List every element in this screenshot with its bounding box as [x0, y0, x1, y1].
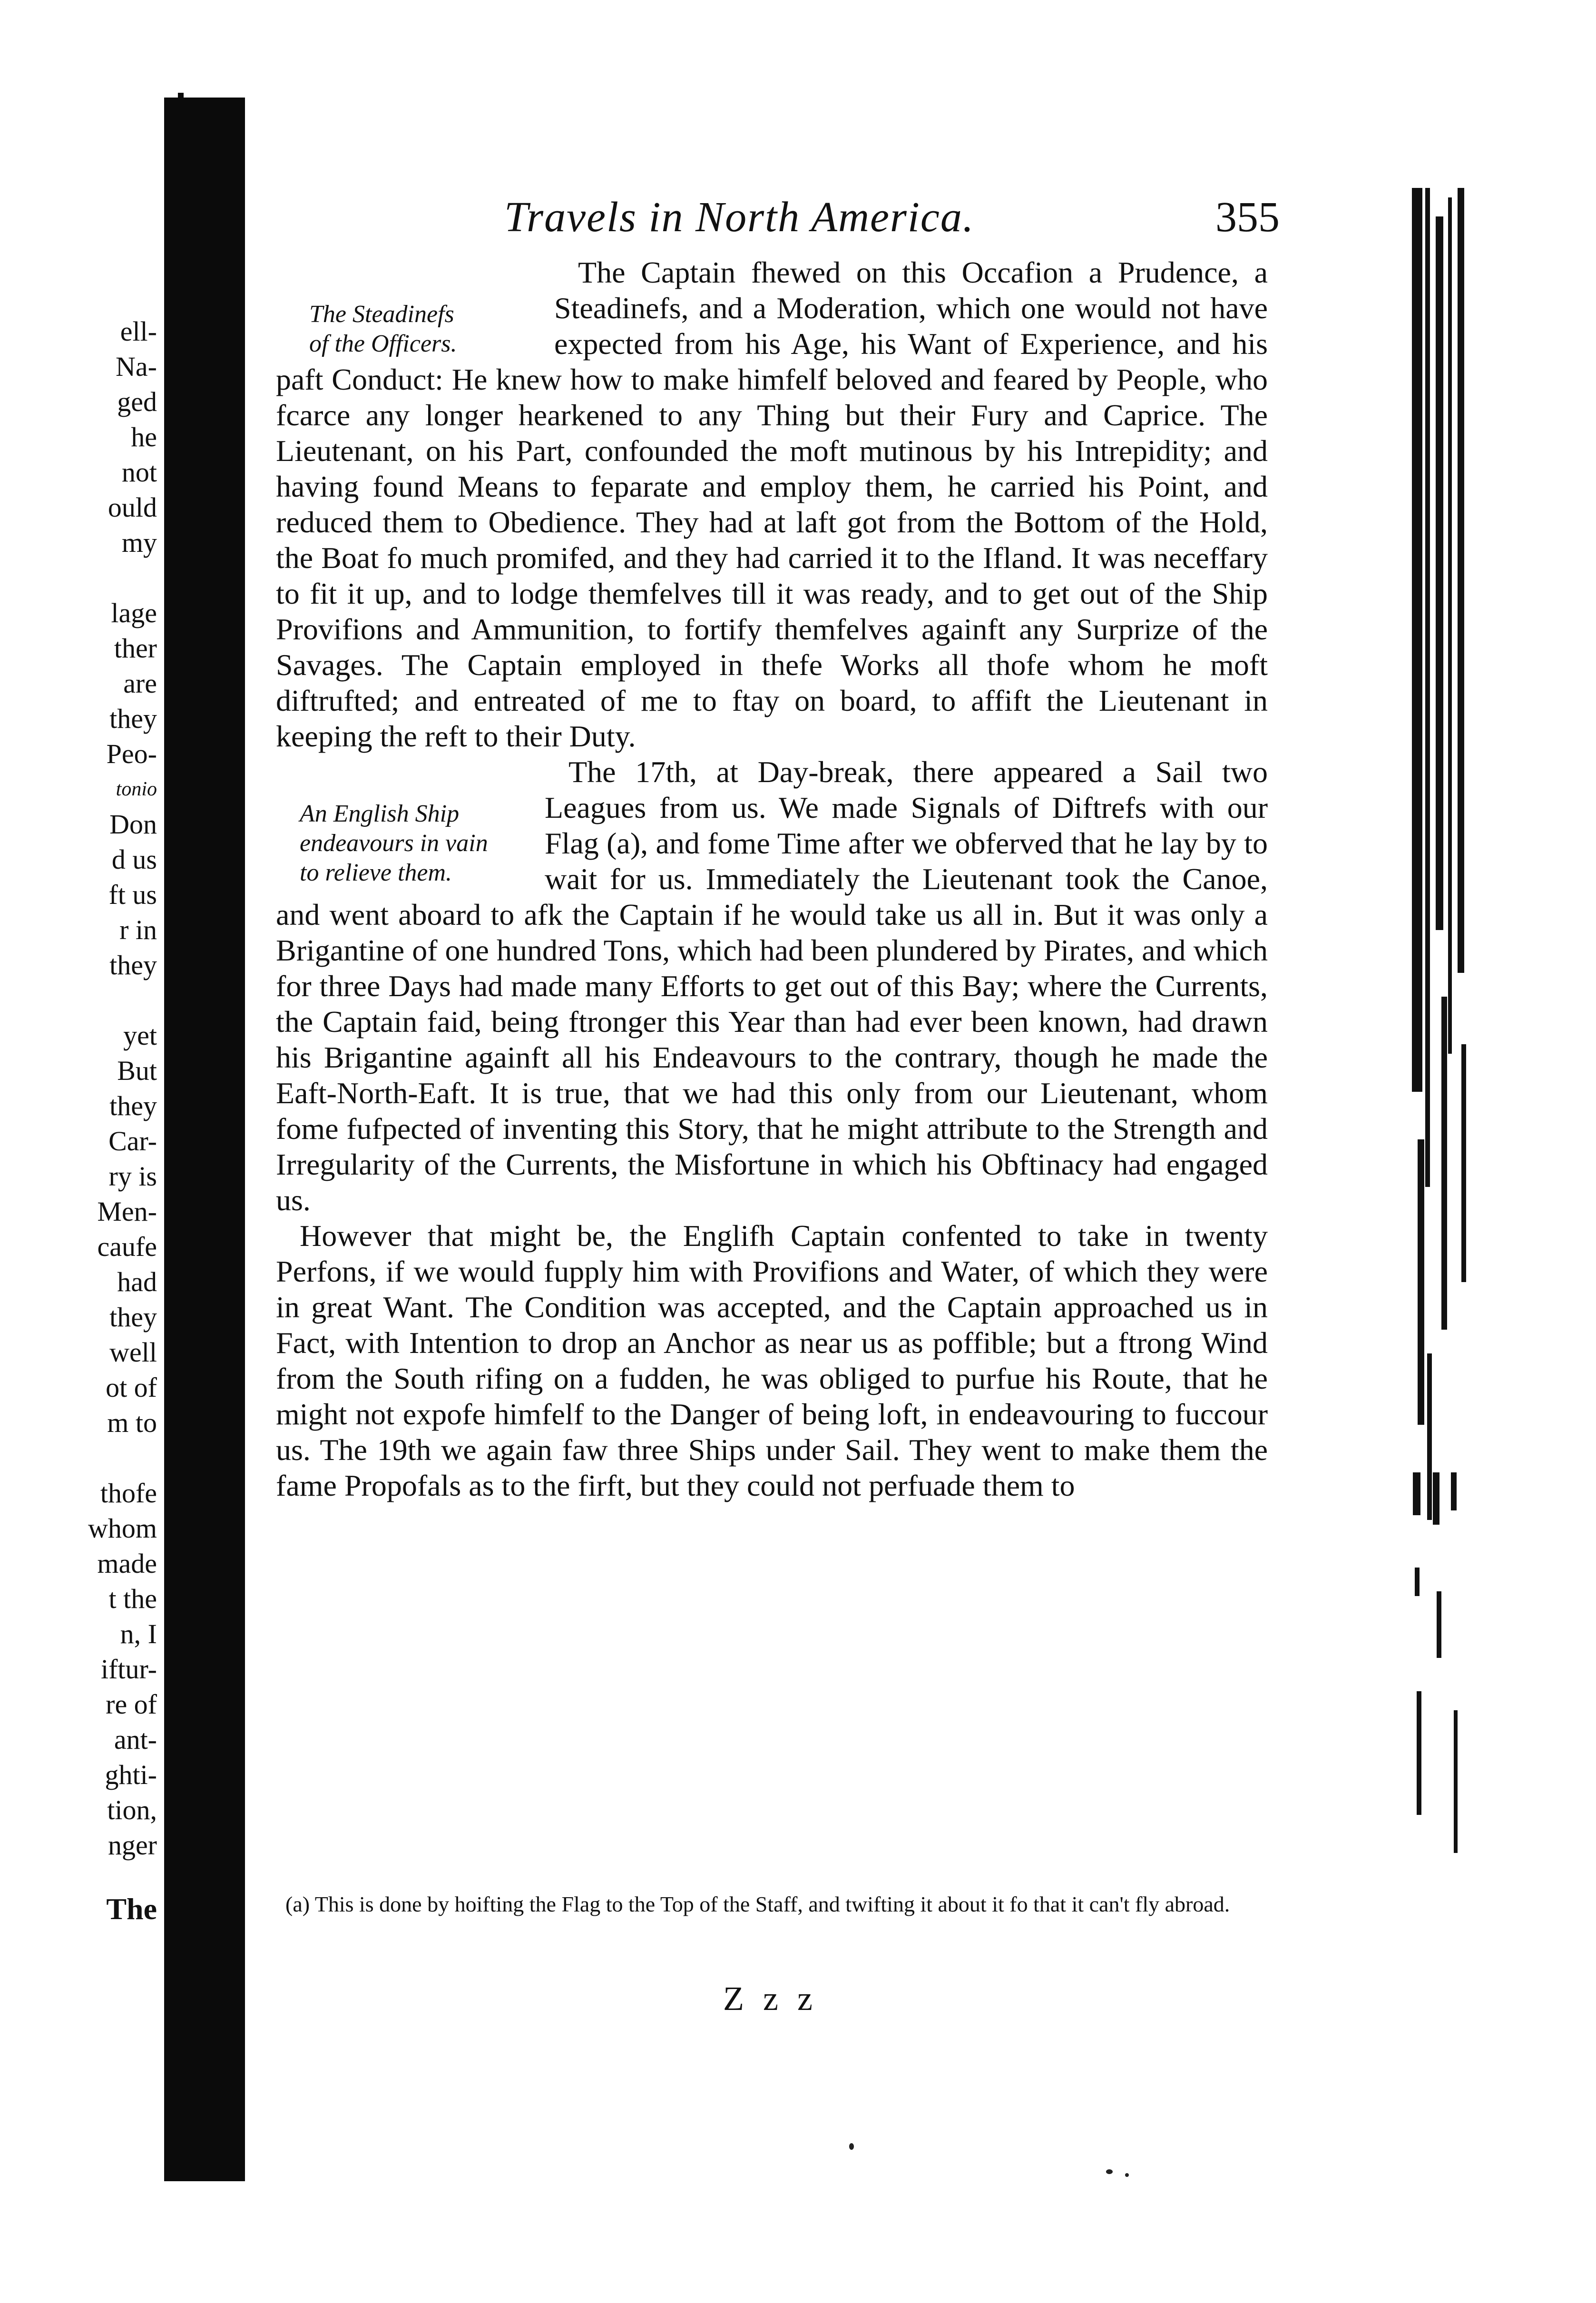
facing-page-fragment	[71, 314, 157, 1927]
fragment-line: Peo-	[106, 738, 157, 769]
fragment-line: he	[131, 421, 157, 452]
sidenote-line: endeavours in vain	[300, 830, 488, 857]
fragment-line: d us	[111, 844, 157, 875]
fragment-line: well	[109, 1337, 157, 1368]
fragment-line: made	[97, 1548, 157, 1579]
paragraph-text: The Captain fhewed on this Occafion a Prudence, a Steadinefs, and a Moderation, which one would not have expected from his Age, his Want of Experience, and his paft Conduct: He knew how to make himfelf beloved and feared by People, who fcarce any longer hearkened to any Thing but their Fury and Caprice. The Lieutenant, on his Part, confounded the moft mutinous by his Intrepidity; and having found Means to feparate and employ them, he carried his Point, and reduced them to Obedience. They had at laft got from the Bottom of the Hold, the Boat fo much promifed, and they had carried it to the Ifland. It was neceffary to fit it up, and to lodge themfelves till it was ready, and to get out of the Ship Provifions and Ammunition, to fortify themfelves againft any Surprize of the Savages. The Captain employed in thefe Works all thofe whom he moft diftrufted; and entreated of me to ftay on board, to affift the Lieutenant in keeping the reft to their Duty.	[276, 255, 1268, 753]
noise-stripe	[1418, 1139, 1424, 1425]
noise-stripe	[1448, 197, 1452, 1054]
fragment-line: my	[121, 527, 157, 558]
fragment-line: ant-	[114, 1724, 157, 1755]
fragment-gap	[71, 983, 157, 1018]
fragment-line: they	[109, 1090, 157, 1121]
sidenote-line: to relieve them.	[300, 859, 452, 886]
fragment-line: had	[117, 1266, 157, 1297]
fragment-line: Car-	[108, 1126, 157, 1156]
fragment-line: But	[117, 1055, 157, 1086]
fragment-line: ry is	[108, 1161, 157, 1192]
running-title: Travels in North America.	[504, 194, 975, 241]
noise-stripe	[1427, 1353, 1432, 1520]
fragment-line: ell-	[120, 316, 157, 347]
fragment-line: lage	[111, 598, 157, 628]
sidenote-line: of the Officers.	[309, 330, 457, 357]
fragment-line: they	[109, 950, 157, 980]
noise-stripe	[1451, 1472, 1457, 1510]
signature-mark: Zzz	[723, 1980, 832, 2018]
sidenote-line: An English Ship	[300, 800, 460, 827]
paragraph-text: However that might be, the Englifh Captain confented to take in twenty Perfons, if we would fupply him with Provifions and Water, of which they were in great Want. The Condition was accepted, and the Captain approached us in Fact, with Intention to drop an Anchor as near us as poffible; but a ftrong Wind from the South rifing on a fudden, he was obliged to purfue his Route, that he might not expofe himfelf to the Danger of being loft, in endeavouring to fuccour us. The 19th we again faw three Ships under Sail. They went to make them the fame Propofals as to the firft, but they could not perfuade them to	[276, 1219, 1268, 1502]
sidenote-english-ship	[276, 799, 533, 888]
fragment-line: Don	[109, 809, 157, 840]
noise-stripe	[1412, 188, 1422, 1092]
fragment-line: iftur-	[100, 1654, 157, 1685]
fragment-line: ged	[117, 386, 157, 417]
fragment-line: are	[123, 668, 157, 699]
fragment-line: they	[109, 703, 157, 734]
main-text	[276, 255, 1268, 1503]
fragment-line: nger	[108, 1830, 157, 1861]
noise-stripe	[1425, 188, 1430, 1187]
noise-stripe	[1437, 1591, 1441, 1658]
fragment-line: tion,	[107, 1794, 157, 1825]
page-number: 355	[1215, 194, 1280, 241]
fragment-line: The	[106, 1892, 157, 1926]
fragment-line: yet	[123, 1020, 157, 1051]
fragment-line: n, I	[120, 1618, 157, 1649]
fragment-line: t the	[108, 1583, 157, 1614]
noise-stripe	[1415, 1568, 1420, 1596]
fragment-line: ghti-	[105, 1759, 157, 1790]
fragment-line: Men-	[97, 1196, 157, 1227]
fragment-gap	[71, 1441, 157, 1476]
fragment-line: thofe	[100, 1478, 157, 1509]
fragment-line: ther	[114, 633, 157, 664]
fragment-line: ft us	[108, 879, 157, 910]
fragment-line: whom	[88, 1513, 157, 1544]
fragment-line: Na-	[116, 351, 157, 382]
paragraph-3	[276, 1218, 1268, 1503]
noise-stripe	[1417, 1691, 1421, 1815]
fragment-line: ould	[108, 492, 157, 523]
fragment-line: r in	[119, 914, 157, 945]
right-margin-noise	[1408, 188, 1479, 1882]
paragraph-1	[276, 255, 1268, 754]
noise-stripe	[1436, 216, 1443, 930]
fragment-line: caufe	[97, 1231, 157, 1262]
binding-gutter	[164, 98, 245, 2181]
fragment-line: they	[109, 1302, 157, 1333]
page-header	[266, 193, 1280, 245]
noise-stripe	[1461, 1044, 1466, 1282]
sidenote-line: The Steadinefs	[309, 301, 454, 328]
noise-stripe	[1458, 188, 1464, 973]
noise-stripe	[1441, 997, 1447, 1330]
fragment-line: ot of	[106, 1372, 157, 1403]
fragment-line: not	[121, 457, 157, 488]
noise-stripe	[1413, 1472, 1420, 1515]
footnote: (a) This is done by hoifting the Flag to the Top of the Staff, and twifting it about it fo that it can't fly abroad.	[285, 1892, 1230, 1916]
fragment-line: re of	[106, 1689, 157, 1720]
noise-stripe	[1454, 1710, 1458, 1853]
fragment-gap	[71, 560, 157, 596]
noise-stripe	[1433, 1472, 1439, 1525]
sidenote-steadiness	[285, 300, 542, 359]
fragment-line: tonio	[116, 778, 157, 800]
fragment-line: m to	[107, 1407, 157, 1438]
paragraph-text: The 17th, at Day-break, there appeared a Sail two Leagues from us. We made Signals of Diftrefs with our Flag (a), and fome Time after we obferved that he lay by to wait for us. Immediately the Lieutenant took the Canoe, and went aboard to afk the Captain if he would take us all in. But it was only a Brigantine of one hundred Tons, which had been plundered by Pirates, and which for three Days had made many Efforts to get out of this Bay; where the Currents, the Captain faid, being ftronger this Year than had ever been known, had drawn his Brigantine againft all his Endeavours to the contrary, though he made the Eaft-North-Eaft. It is true, that we had this only from our Lieutenant, whom fome fufpected of inventing this Story, that he might attribute to the Strength and Irregularity of the Currents, the Misfortune in which his Obftinacy had engaged us.	[276, 755, 1268, 1217]
paragraph-2	[276, 754, 1268, 1218]
